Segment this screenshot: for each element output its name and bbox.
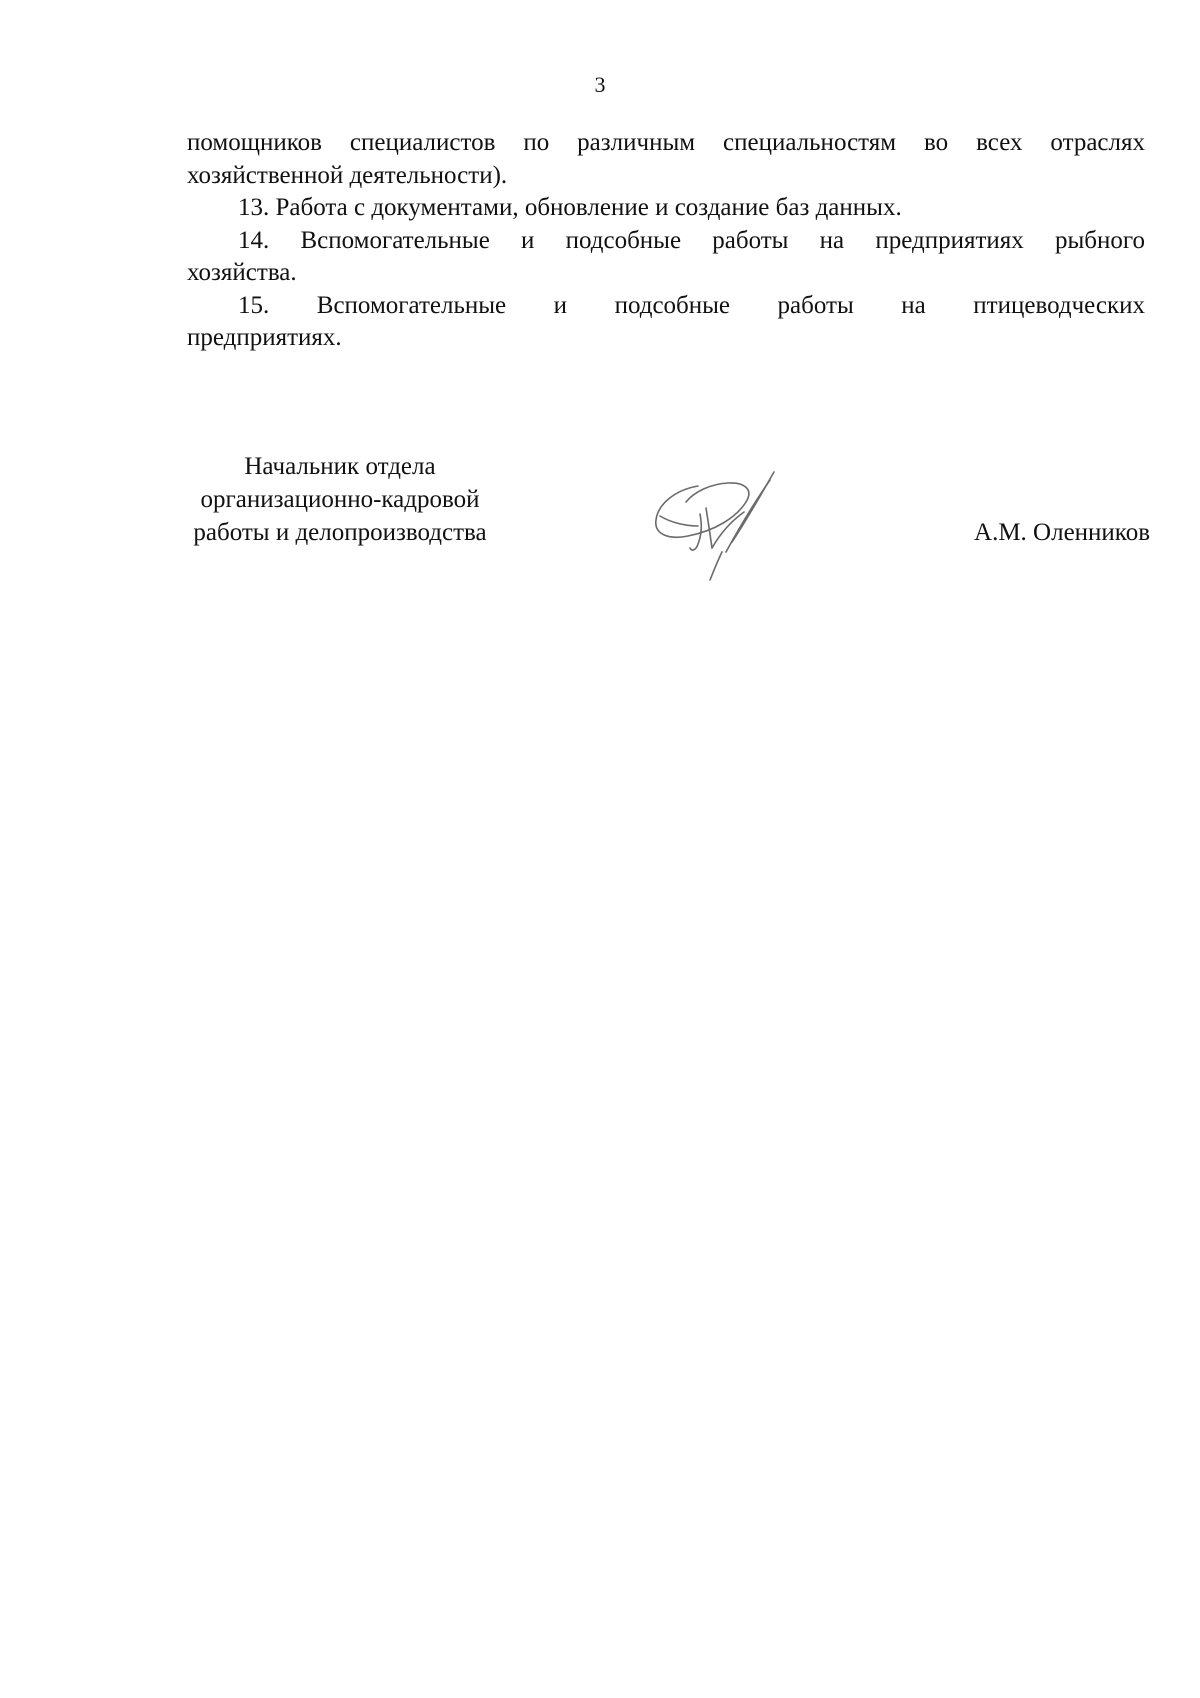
signature-block xyxy=(170,450,1150,590)
list-item-14-line-1: 14. Вспомогательные и подсобные работы на предприятиях рыбного xyxy=(238,226,1145,254)
handwritten-signature-icon xyxy=(640,452,800,582)
document-body xyxy=(187,127,1145,355)
position-line-3: работы и делопроизводства xyxy=(193,519,487,546)
continuation-line-2: хозяйственной деятельности). xyxy=(187,161,508,189)
signer-position xyxy=(170,450,510,549)
list-item-15-line-2: предприятиях. xyxy=(187,324,342,351)
position-line-2: организационно-кадровой xyxy=(200,486,480,513)
position-line-1: Начальник отдела xyxy=(244,453,436,480)
page-number: 3 xyxy=(594,72,606,97)
list-item-15-line-1: 15. Вспомогательные и подсобные работы на птицеводческих xyxy=(238,291,1145,319)
list-item-14-line-2: хозяйства. xyxy=(187,259,297,286)
signer-name: А.М. Оленников xyxy=(974,519,1150,546)
continuation-line-1: помощников специалистов по различным специальностям во всех отраслях xyxy=(187,129,1145,156)
list-item-13: 13. Работа с документами, обновление и создание баз данных. xyxy=(238,194,902,221)
